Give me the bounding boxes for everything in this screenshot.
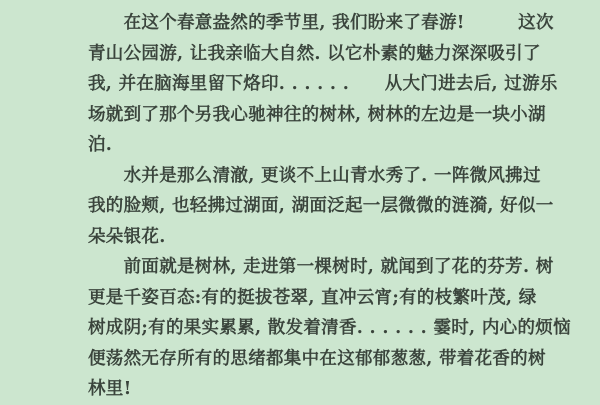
- essay-line: 我, 并在脑海里留下烙印. . . . . . 从大门进去后, 过游乐: [88, 74, 558, 94]
- essay-line: 更是千姿百态:有的挺拔苍翠, 直冲云宵;有的枝繁叶茂, 绿: [88, 287, 537, 308]
- essay-line: 泊.: [88, 135, 113, 155]
- essay-line: 我的脸颊, 也轻拂过湖面, 湖面泛起一层微微的涟漪, 好似一: [88, 196, 554, 216]
- essay-line: 场就到了那个另我心驰神往的树林, 树林的左边是一块小湖: [88, 104, 546, 125]
- essay-line: 树成阴;有的果实累累, 散发着清香. . . . . . 霎时, 内心的烦恼: [88, 318, 571, 338]
- essay-line: 在这个春意盎然的季节里, 我们盼来了春游! 这次: [88, 13, 554, 33]
- essay-line: 朵朵银花.: [88, 226, 166, 247]
- essay-line: 便荡然无存所有的思绪都集中在这郁郁葱葱, 带着花香的树: [88, 348, 546, 369]
- essay-line: 青山公园游, 让我亲临大自然. 以它朴素的魅力深深吸引了: [88, 43, 541, 64]
- essay-text-block: [88, 8, 571, 405]
- essay-line: 前面就是树林, 走进第一棵树时, 就闻到了花的芬芳. 树: [88, 257, 554, 277]
- essay-line: 林里!: [88, 379, 132, 399]
- essay-line: 水并是那么清澈, 更谈不上山青水秀了. 一阵微风拂过: [88, 165, 541, 186]
